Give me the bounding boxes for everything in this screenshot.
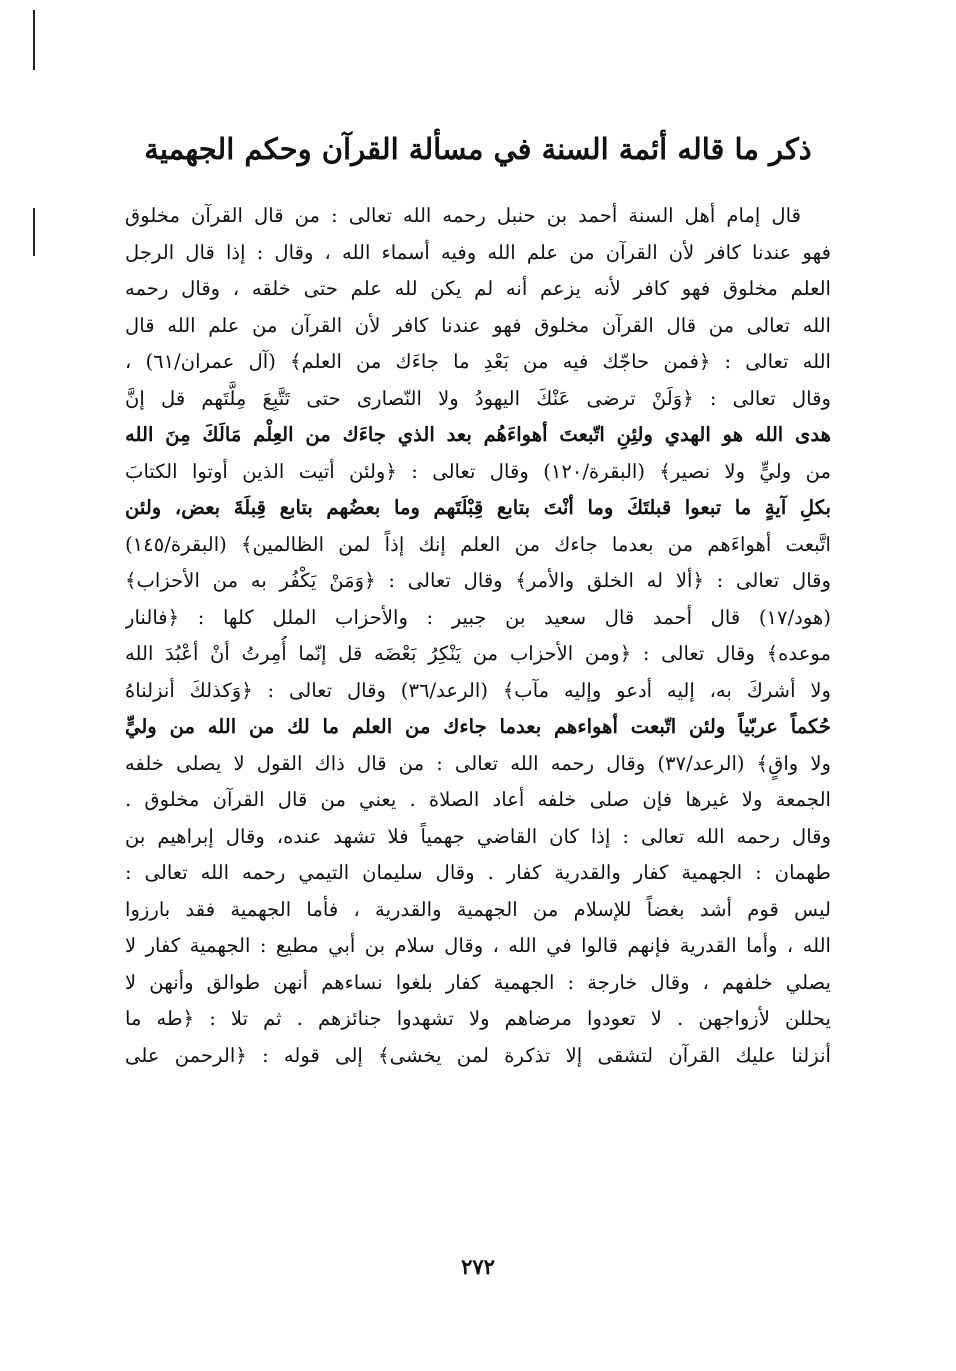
- text-line: وقال تعالى : ﴿وَلَنْ ترضى عَنْكَ اليهودُ ولا النّصارى حتى تَتَّبِعَ مِلَّتَهم قل إنَّ: [125, 386, 831, 410]
- text-line: الله تعالى : ﴿فمن حاجّك فيه من بَعْدِ ما جاءَك من العلم﴾ (آل عمران/٦١) ،: [125, 350, 831, 374]
- text-line: اتَّبعت أهواءَهم من بعدما جاءك من العلم إنك إذاً لمن الظالمين﴾ (البقرة/١٤٥): [125, 532, 831, 556]
- text-line: من وليٍّ ولا نصير﴾ (البقرة/١٢٠) وقال تعالى : ﴿ولئن أتيت الذين أوتوا الكتابَ: [125, 459, 831, 483]
- text-line: ولا أشركَ به، إليه أدعو وإليه مآب﴾ (الرعد/٣٦) وقال تعالى : ﴿وَكذلكَ أنزلناهُ: [125, 678, 831, 702]
- text-line: يصلي خلفهم ، وقال خارجة : الجهمية كفار بلغوا نساءهم أنهن طوالق وأنهن لا: [125, 970, 831, 994]
- text-line: الله ، وأما القدرية فإنهم قالوا في الله ، وقال سلام بن أبي مطيع : الجهمية كفار لا: [125, 934, 831, 958]
- text-line: بكلِ آيةٍ ما تبعوا قبلتَكَ وما أنْتَ بتابع قِبْلَتَهم وما بعضُهم بتابع قِبلَةَ بعض، ولئن: [125, 496, 831, 520]
- text-line: الله تعالى من قال القرآن مخلوق فهو عندنا كافر لأن القرآن من علم الله قال: [125, 313, 831, 337]
- text-line: قال إمام أهل السنة أحمد بن حنبل رحمه الله تعالى : من قال القرآن مخلوق: [125, 204, 801, 227]
- text-line: أنزلنا عليك القرآن لتشقى إلا تذكرة لمن يخشى﴾ إلى قوله : ﴿الرحمن على: [125, 1043, 831, 1067]
- text-line: حُكماً عربّياً ولئن اتّبعت أهواءهم بعدما جاءك من العلم ما لك من الله من وليٍّ: [125, 715, 831, 739]
- text-line: (هود/١٧) قال أحمد قال سعيد بن جبير : والأحزاب الملل كلها : ﴿فالنار: [125, 605, 831, 629]
- margin-line-top: [33, 10, 35, 70]
- text-line: ولا واقٍ﴾ (الرعد/٣٧) وقال رحمه الله تعالى : من قال ذاك القول لا يصلى خلفه: [125, 751, 831, 775]
- page-number: ٢٧٢: [461, 1254, 495, 1279]
- margin-line-middle: [33, 208, 35, 256]
- text-line: ليس قوم أشد بغضاً للإسلام من الجهمية والقدرية ، فأما الجهمية فقد بارزوا: [125, 897, 831, 921]
- text-line: هدى الله هو الهدي ولئِنِ اتّبعتَ أهواءَهُم بعد الذي جاءَك من العِلْم مَالَكَ مِنَ الله: [125, 423, 831, 447]
- text-line: العلم مخلوق فهو كافر لأنه يزعم أنه لم يكن لله علم حتى خلقه ، وقال رحمه: [125, 277, 831, 301]
- body-text: [125, 198, 831, 1074]
- text-line: وقال تعالى : ﴿ألا له الخلق والأمر﴾ وقال تعالى : ﴿وَمَنْ يَكْفُر به من الأحزاب﴾: [125, 569, 831, 593]
- text-line: وقال رحمه الله تعالى : إذا كان القاضي جهمياً فلا تشهد عنده، وقال إبراهيم بن: [125, 824, 831, 848]
- text-line: الجمعة ولا غيرها فإن صلى خلفه أعاد الصلاة . يعني من قال القرآن مخلوق .: [125, 788, 831, 812]
- text-line: موعده﴾ وقال تعالى : ﴿ومن الأحزاب من يَنْكِرُ بَعْضَه قل إنّما أُمِرتُ أنْ أعْبُدَ الله: [125, 642, 831, 666]
- text-line: طهمان : الجهمية كفار والقدرية كفار . وقال سليمان التيمي رحمه الله تعالى :: [125, 861, 831, 885]
- page-title: ذكر ما قاله أئمة السنة في مسألة القرآن وحكم الجهمية: [144, 132, 812, 166]
- text-line: فهو عندنا كافر لأن القرآن من علم الله وفيه أسماء الله ، وقال : إذا قال الرجل: [125, 240, 831, 264]
- text-line: يحللن لأزواجهن . لا تعودوا مرضاهم ولا تشهدوا جنائزهم . ثم تلا : ﴿طه ما: [125, 1007, 831, 1031]
